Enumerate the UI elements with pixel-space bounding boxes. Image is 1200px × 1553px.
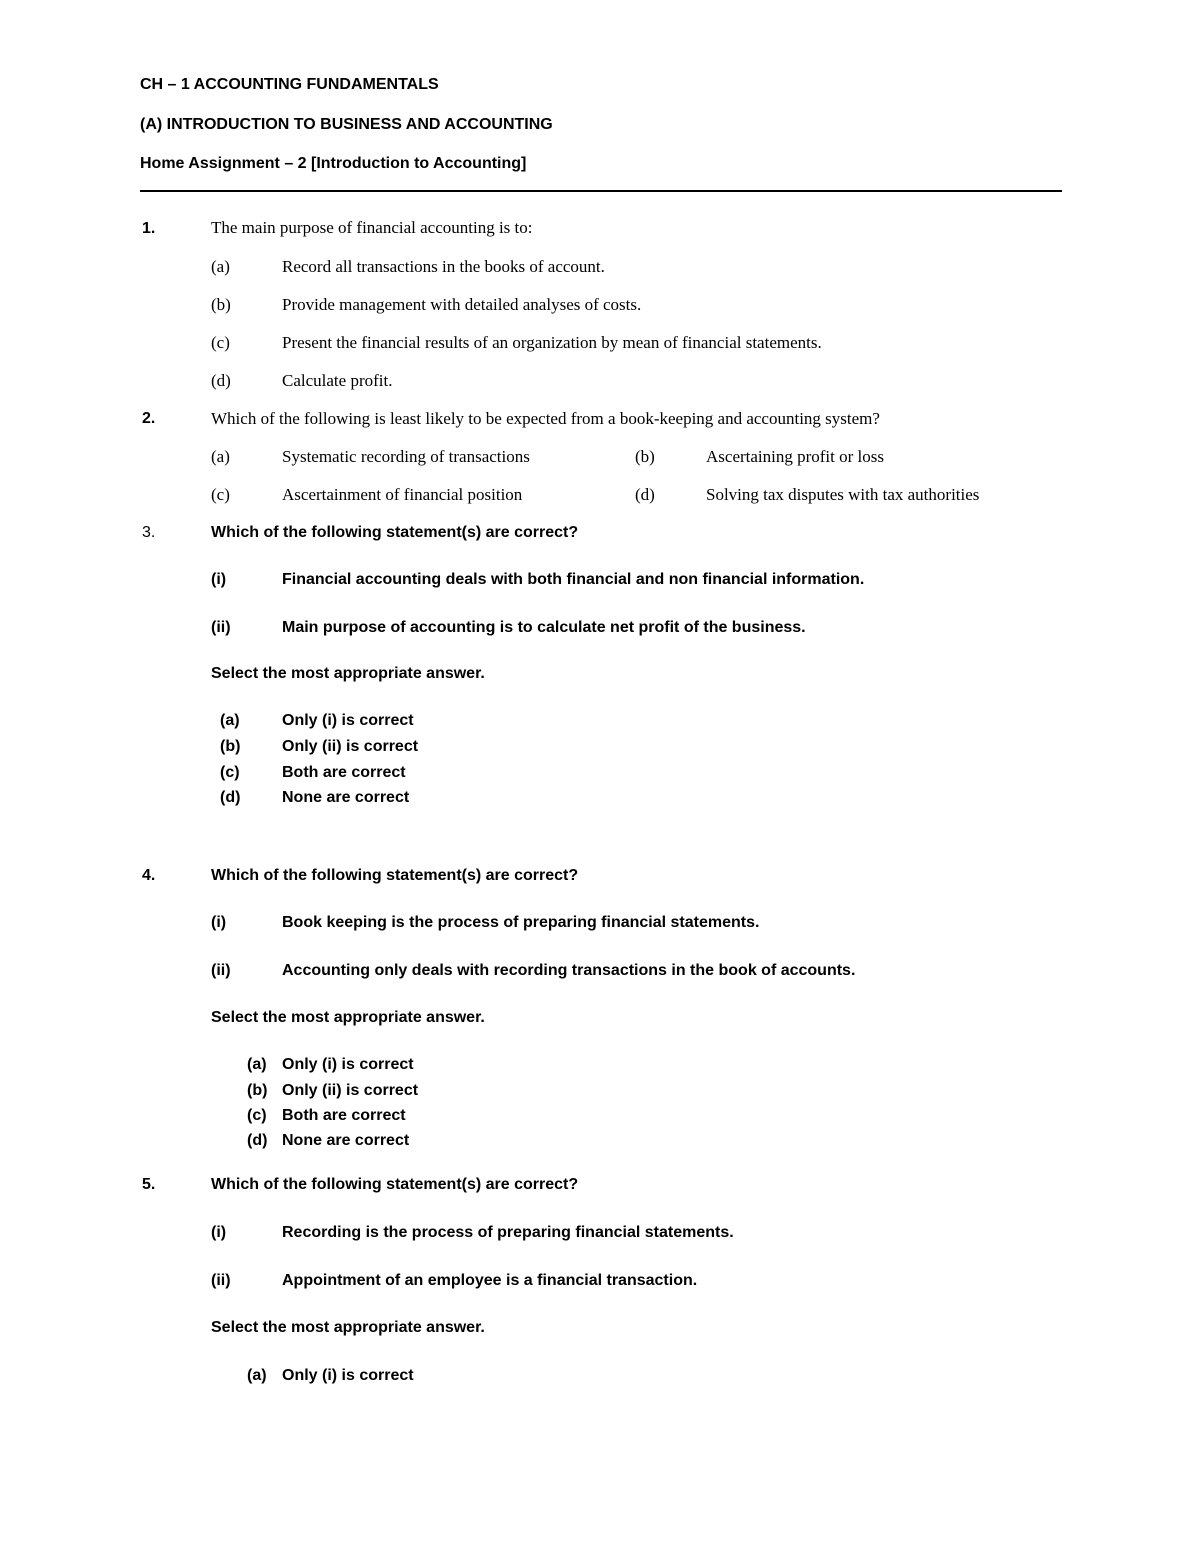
option-label: (b): [211, 295, 231, 314]
statement-text: Accounting only deals with recording transactions in the book of accounts.: [282, 962, 856, 979]
option-text: Ascertainment of financial position: [282, 485, 523, 504]
header-divider: [140, 190, 1062, 192]
option-text: Only (ii) is correct: [282, 738, 419, 755]
section-title: (A) INTRODUCTION TO BUSINESS AND ACCOUNTING: [140, 116, 553, 133]
option-label: (d): [211, 371, 231, 390]
option-text: Record all transactions in the books of account.: [282, 257, 605, 276]
question-number: 5.: [142, 1176, 156, 1193]
statement-text: Financial accounting deals with both financial and non financial information.: [282, 571, 865, 588]
option-label: (a): [247, 1056, 267, 1073]
option-text: Provide management with detailed analyses of costs.: [282, 295, 642, 314]
option-text: None are correct: [282, 1132, 410, 1149]
option-label: (b): [247, 1082, 268, 1099]
question-number: 4.: [142, 867, 156, 884]
question-text: Which of the following statement(s) are correct?: [211, 1176, 579, 1193]
statement-text: Appointment of an employee is a financial transaction.: [282, 1272, 698, 1289]
option-text: Only (i) is correct: [282, 712, 414, 729]
option-label: (b): [220, 738, 241, 755]
assignment-title: Home Assignment – 2 [Introduction to Accounting]: [140, 155, 527, 172]
statement-label: (i): [211, 914, 227, 931]
option-label: (a): [211, 447, 230, 466]
question-number: 1.: [142, 220, 156, 237]
option-label: (c): [211, 485, 230, 504]
statement-label: (ii): [211, 619, 231, 636]
option-text: Both are correct: [282, 1107, 406, 1124]
answer-prompt: Select the most appropriate answer.: [211, 1009, 485, 1026]
option-text: Present the financial results of an organization by mean of financial statements.: [282, 333, 822, 352]
option-text: Calculate profit.: [282, 371, 393, 390]
question-number: 2.: [142, 410, 156, 427]
option-text: Only (ii) is correct: [282, 1082, 419, 1099]
question-number: 3.: [142, 524, 156, 541]
statement-label: (i): [211, 571, 227, 588]
option-text: Solving tax disputes with tax authorities: [706, 485, 980, 504]
option-label: (c): [211, 333, 230, 352]
option-label: (a): [211, 257, 230, 276]
option-text: Only (i) is correct: [282, 1056, 414, 1073]
option-text: Only (i) is correct: [282, 1367, 414, 1384]
option-label: (c): [220, 764, 240, 781]
option-text: None are correct: [282, 789, 410, 806]
question-text: Which of the following statement(s) are correct?: [211, 867, 579, 884]
statement-text: Main purpose of accounting is to calculate net profit of the business.: [282, 619, 806, 636]
option-text: Systematic recording of transactions: [282, 447, 530, 466]
statement-text: Book keeping is the process of preparing financial statements.: [282, 914, 760, 931]
answer-prompt: Select the most appropriate answer.: [211, 1319, 485, 1336]
option-label: (a): [220, 712, 240, 729]
statement-text: Recording is the process of preparing financial statements.: [282, 1224, 734, 1241]
option-text: Ascertaining profit or loss: [706, 447, 884, 466]
statement-label: (ii): [211, 1272, 231, 1289]
answer-prompt: Select the most appropriate answer.: [211, 665, 485, 682]
statement-label: (i): [211, 1224, 227, 1241]
question-text: Which of the following statement(s) are correct?: [211, 524, 579, 541]
option-text: Both are correct: [282, 764, 406, 781]
option-label: (b): [635, 447, 655, 466]
option-label: (a): [247, 1367, 267, 1384]
option-label: (c): [247, 1107, 267, 1124]
option-label: (d): [635, 485, 655, 504]
option-label: (d): [247, 1132, 268, 1149]
question-text: Which of the following is least likely to be expected from a book-keeping and accounting system?: [211, 409, 880, 428]
option-label: (d): [220, 789, 241, 806]
chapter-title: CH – 1 ACCOUNTING FUNDAMENTALS: [140, 76, 439, 93]
statement-label: (ii): [211, 962, 231, 979]
question-text: The main purpose of financial accounting is to:: [211, 218, 533, 237]
